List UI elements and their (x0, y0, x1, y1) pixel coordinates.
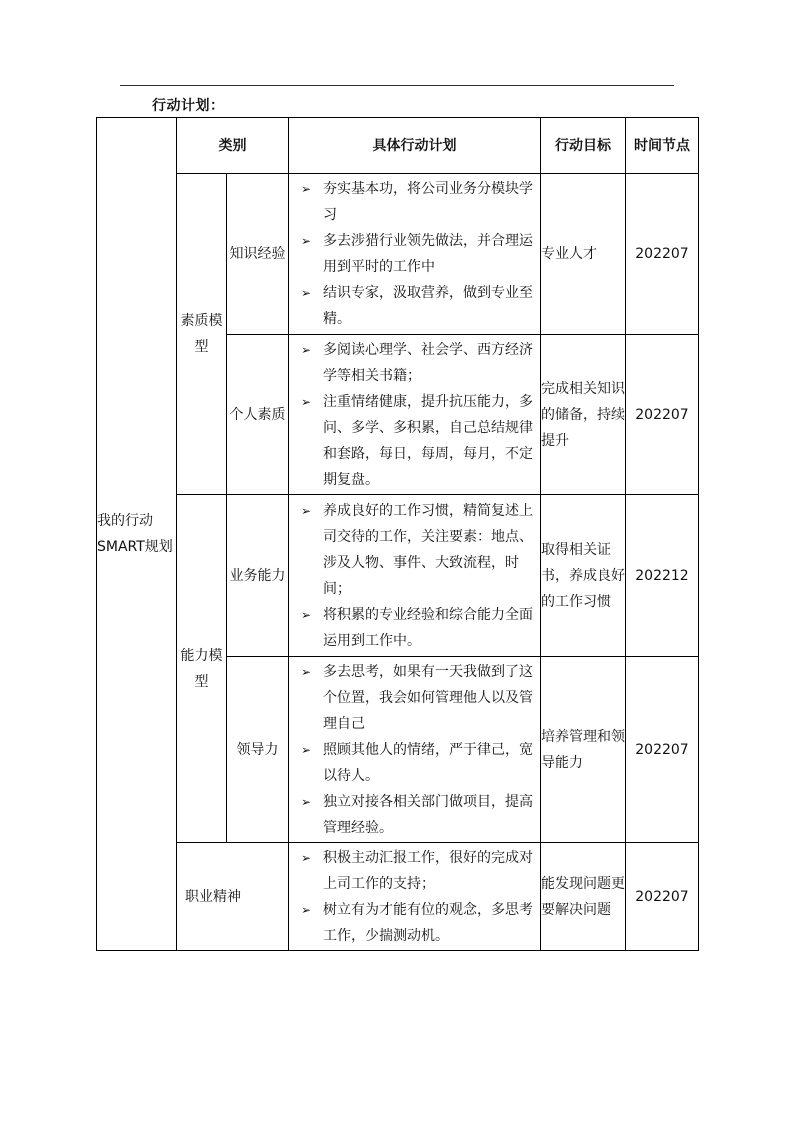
arrow-bullet-icon: ➢ (301, 503, 312, 518)
time-cell: 202207 (626, 335, 699, 495)
time-cell: 202207 (626, 174, 699, 335)
list-item: ➢ 结识专家，汲取营养，做到专业至精。 (295, 280, 534, 332)
goal-cell: 取得相关证书，养成良好的工作习惯 (541, 495, 626, 657)
plan-cell (289, 843, 541, 951)
group-name: 素质模型 (177, 174, 227, 495)
group-name: 能力模型 (177, 495, 227, 843)
goal-cell: 培养管理和领导能力 (541, 657, 626, 843)
goal-cell: 能发现问题更要解决问题 (541, 843, 626, 951)
smart-label: 我的行动SMART规划 (97, 118, 177, 951)
list-item: ➢ 积极主动汇报工作，很好的完成对上司工作的支持； (295, 845, 534, 897)
header-time: 时间节点 (626, 118, 699, 174)
header-goal: 行动目标 (541, 118, 626, 174)
list-item: ➢ 多去思考，如果有一天我做到了这个位置，我会如何管理他人以及管理自己 (295, 659, 534, 737)
plan-cell (289, 495, 541, 657)
arrow-bullet-icon: ➢ (301, 664, 312, 679)
table-row (97, 843, 699, 951)
time-cell: 202207 (626, 657, 699, 843)
arrow-bullet-icon: ➢ (301, 850, 312, 865)
list-item: ➢ 夯实基本功，将公司业务分模块学习 (295, 176, 534, 228)
list-item: ➢ 养成良好的工作习惯，精简复述上司交待的工作，关注要素：地点、涉及人物、事件、大致流程，时间； (295, 498, 534, 602)
header-plan: 具体行动计划 (289, 118, 541, 174)
table-row (97, 174, 699, 335)
list-item: ➢ 树立有为才能有位的观念，多思考工作，少揣测动机。 (295, 897, 534, 949)
sub-category: 知识经验 (227, 174, 289, 335)
plan-cell (289, 174, 541, 335)
list-item: ➢ 独立对接各相关部门做项目，提高管理经验。 (295, 789, 534, 841)
list-item: ➢ 注重情绪健康，提升抗压能力，多问、多学、多积累，自己总结规律和套路，每日，每周，每月，不定期复盘。 (295, 389, 534, 493)
section-title: 行动计划： (152, 98, 225, 114)
table-row (97, 495, 699, 657)
arrow-bullet-icon: ➢ (301, 182, 312, 196)
list-item: ➢ 多阅读心理学、社会学、西方经济学等相关书籍； (295, 337, 534, 389)
time-cell: 202207 (626, 843, 699, 951)
group-name: 职业精神 (177, 843, 289, 951)
goal-cell: 专业人才 (541, 174, 626, 335)
plan-cell (289, 657, 541, 843)
arrow-bullet-icon: ➢ (301, 794, 312, 809)
arrow-bullet-icon: ➢ (301, 342, 312, 357)
time-cell: 202212 (626, 495, 699, 657)
sub-category: 业务能力 (227, 495, 289, 657)
arrow-bullet-icon: ➢ (301, 286, 312, 300)
arrow-bullet-icon: ➢ (301, 607, 312, 622)
goal-cell: 完成相关知识的储备，持续提升 (541, 335, 626, 495)
list-item: ➢ 多去涉猎行业领先做法，并合理运用到平时的工作中 (295, 228, 534, 280)
arrow-bullet-icon: ➢ (301, 742, 312, 757)
sub-category: 个人素质 (227, 335, 289, 495)
header-rule (120, 85, 674, 86)
action-plan-table (96, 117, 699, 951)
list-item: ➢ 照顾其他人的情绪，严于律己，宽以待人。 (295, 737, 534, 789)
arrow-bullet-icon: ➢ (301, 234, 312, 248)
header-category: 类别 (177, 118, 289, 174)
sub-category: 领导力 (227, 657, 289, 843)
plan-cell (289, 335, 541, 495)
arrow-bullet-icon: ➢ (301, 902, 312, 917)
list-item: ➢ 将积累的专业经验和综合能力全面运用到工作中。 (295, 602, 534, 654)
header-row (97, 118, 699, 174)
arrow-bullet-icon: ➢ (301, 394, 312, 409)
